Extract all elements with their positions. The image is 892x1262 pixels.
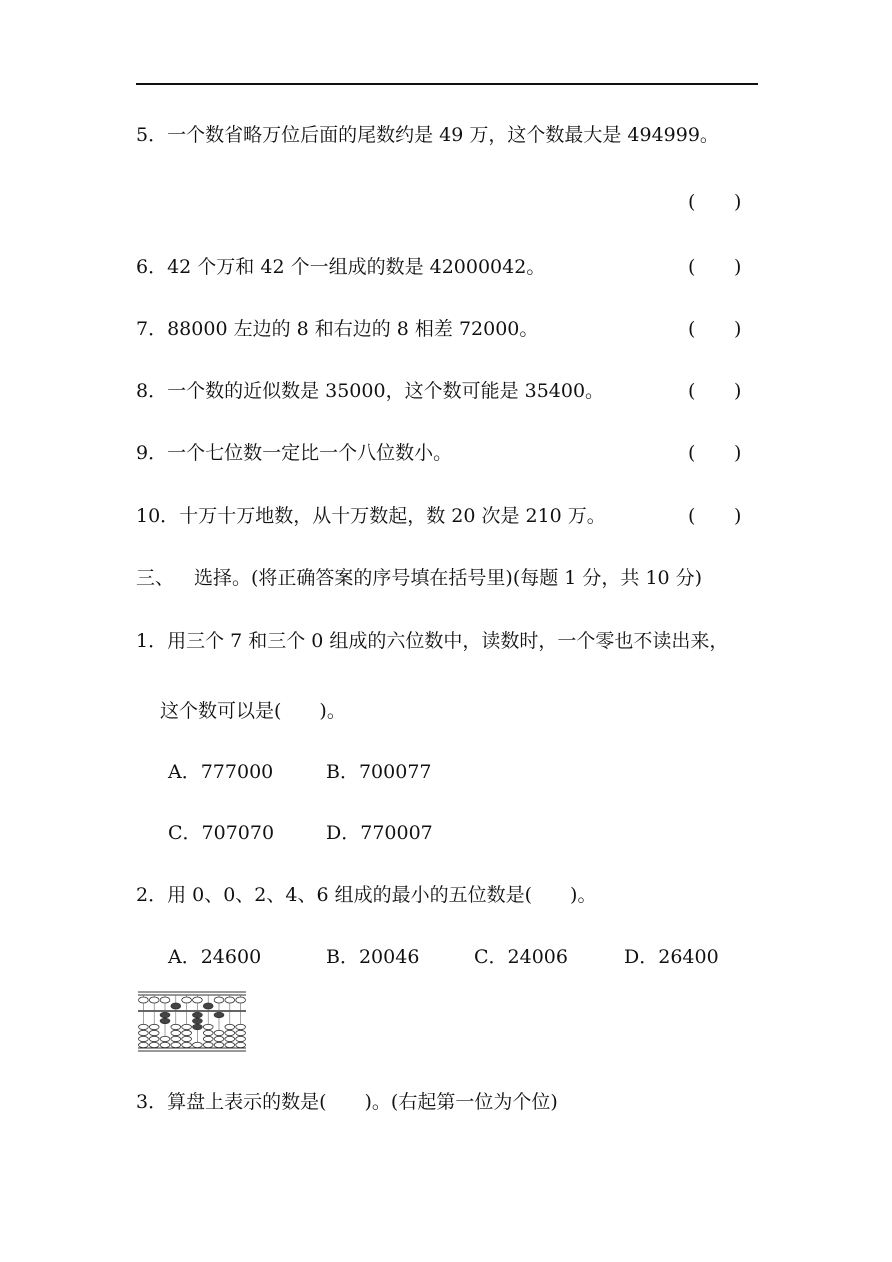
answer-blank-5[interactable]: ( ) <box>688 191 742 213</box>
abacus-lower-bead <box>203 1030 213 1035</box>
abacus-lower-bead <box>193 1024 203 1029</box>
abacus-lower-bead <box>160 1012 170 1017</box>
header-rule <box>136 83 758 85</box>
abacus-lower-bead <box>139 1024 149 1029</box>
abacus-lower-bead <box>160 1036 170 1041</box>
abacus-upper-bead <box>193 997 203 1003</box>
abacus-lower-bead <box>214 1030 224 1035</box>
option-b[interactable]: B．20046 <box>326 946 420 968</box>
abacus-lower-bead <box>225 1042 235 1047</box>
abacus-upper-bead <box>182 997 192 1003</box>
abacus-lower-bead <box>149 1036 159 1041</box>
abacus-upper-bead <box>171 1003 181 1009</box>
abacus-lower-bead <box>193 1018 203 1023</box>
abacus-lower-bead <box>203 1042 213 1047</box>
abacus-lower-bead <box>214 1036 224 1041</box>
abacus-lower-bead <box>182 1042 192 1047</box>
abacus-upper-bead <box>149 997 159 1003</box>
abacus-illustration <box>136 990 248 1054</box>
choice-question-1 <box>136 629 728 653</box>
abacus-lower-bead <box>160 1018 170 1023</box>
question-number: 1． <box>136 630 168 652</box>
abacus-lower-bead <box>193 1042 203 1047</box>
abacus-lower-bead <box>225 1036 235 1041</box>
question-text: 一个七位数一定比一个八位数小。 <box>167 442 453 464</box>
question-text: 十万十万地数，从十万数起，数 20 次是 210 万。 <box>179 505 606 527</box>
answer-blank-10[interactable]: ( ) <box>688 505 742 527</box>
abacus-lower-bead <box>139 1036 149 1041</box>
abacus-lower-bead <box>225 1030 235 1035</box>
section-number: 三、 <box>136 567 175 589</box>
option-b[interactable]: B．700077 <box>326 761 432 783</box>
choice-question-2 <box>136 883 596 907</box>
abacus-lower-bead <box>149 1042 159 1047</box>
question-9 <box>136 441 452 465</box>
option-a[interactable]: A．24600 <box>168 946 262 968</box>
abacus-lower-bead <box>182 1024 192 1029</box>
question-number: 5． <box>136 124 168 146</box>
question-text: 用 0、0、2、4、6 组成的最小的五位数是( )。 <box>167 884 597 906</box>
abacus-lower-bead <box>203 1036 213 1041</box>
abacus-lower-bead <box>171 1042 181 1047</box>
abacus-upper-bead <box>160 997 170 1003</box>
abacus-lower-bead <box>214 1042 224 1047</box>
option-a[interactable]: A．777000 <box>168 761 274 783</box>
section-title: 选择。(将正确答案的序号填在括号里)(每题 1 分，共 10 分) <box>194 567 703 589</box>
question-text: 42 个万和 42 个一组成的数是 42000042。 <box>167 256 546 278</box>
question-text: 算盘上表示的数是( )。(右起第一位为个位) <box>167 1091 558 1113</box>
abacus-upper-bead <box>203 1003 213 1009</box>
abacus-lower-bead <box>149 1024 159 1029</box>
abacus-lower-bead <box>160 1042 170 1047</box>
abacus-lower-bead <box>171 1036 181 1041</box>
abacus-lower-bead <box>236 1036 246 1041</box>
answer-blank-6[interactable]: ( ) <box>688 256 742 278</box>
abacus-lower-bead <box>182 1036 192 1041</box>
question-number: 6． <box>136 256 168 278</box>
question-7 <box>136 317 538 341</box>
choice-question-1-line2: 这个数可以是( )。 <box>160 700 346 722</box>
abacus-lower-bead <box>236 1030 246 1035</box>
question-number: 8． <box>136 380 168 402</box>
abacus-lower-bead <box>139 1030 149 1035</box>
abacus-lower-bead <box>149 1030 159 1035</box>
abacus-upper-bead <box>139 997 149 1003</box>
question-number: 3． <box>136 1091 168 1113</box>
option-d[interactable]: D．770007 <box>326 822 433 844</box>
abacus-lower-bead <box>236 1024 246 1029</box>
question-number: 2． <box>136 884 168 906</box>
abacus-upper-bead <box>225 997 235 1003</box>
abacus-lower-bead <box>171 1024 181 1029</box>
abacus-lower-bead <box>203 1024 213 1029</box>
question-text: 88000 左边的 8 和右边的 8 相差 72000。 <box>167 318 539 340</box>
option-d[interactable]: D．26400 <box>624 946 719 968</box>
abacus-lower-bead <box>171 1030 181 1035</box>
abacus-lower-bead <box>225 1024 235 1029</box>
question-text: 一个数省略万位后面的尾数约是 49 万，这个数最大是 494999。 <box>167 124 719 146</box>
abacus-lower-bead <box>214 1012 224 1017</box>
abacus-lower-bead <box>193 1012 203 1017</box>
option-c[interactable]: C．707070 <box>168 822 275 844</box>
question-number: 10． <box>136 505 180 527</box>
abacus-upper-bead <box>236 997 246 1003</box>
question-8 <box>136 379 604 403</box>
question-number: 7． <box>136 318 168 340</box>
question-6 <box>136 255 545 279</box>
answer-blank-9[interactable]: ( ) <box>688 442 742 464</box>
abacus-lower-bead <box>139 1042 149 1047</box>
question-number: 9． <box>136 442 168 464</box>
answer-blank-7[interactable]: ( ) <box>688 318 742 340</box>
abacus-lower-bead <box>236 1042 246 1047</box>
question-text: 一个数的近似数是 35000，这个数可能是 35400。 <box>167 380 605 402</box>
question-10 <box>136 504 606 528</box>
answer-blank-8[interactable]: ( ) <box>688 380 742 402</box>
section-3-heading <box>136 566 702 590</box>
question-text: 用三个 7 和三个 0 组成的六位数中，读数时，一个零也不读出来， <box>167 630 729 652</box>
choice-question-3 <box>136 1090 558 1114</box>
option-c[interactable]: C．24006 <box>474 946 568 968</box>
question-5 <box>136 123 719 147</box>
abacus-lower-bead <box>182 1030 192 1035</box>
abacus-upper-bead <box>214 997 224 1003</box>
